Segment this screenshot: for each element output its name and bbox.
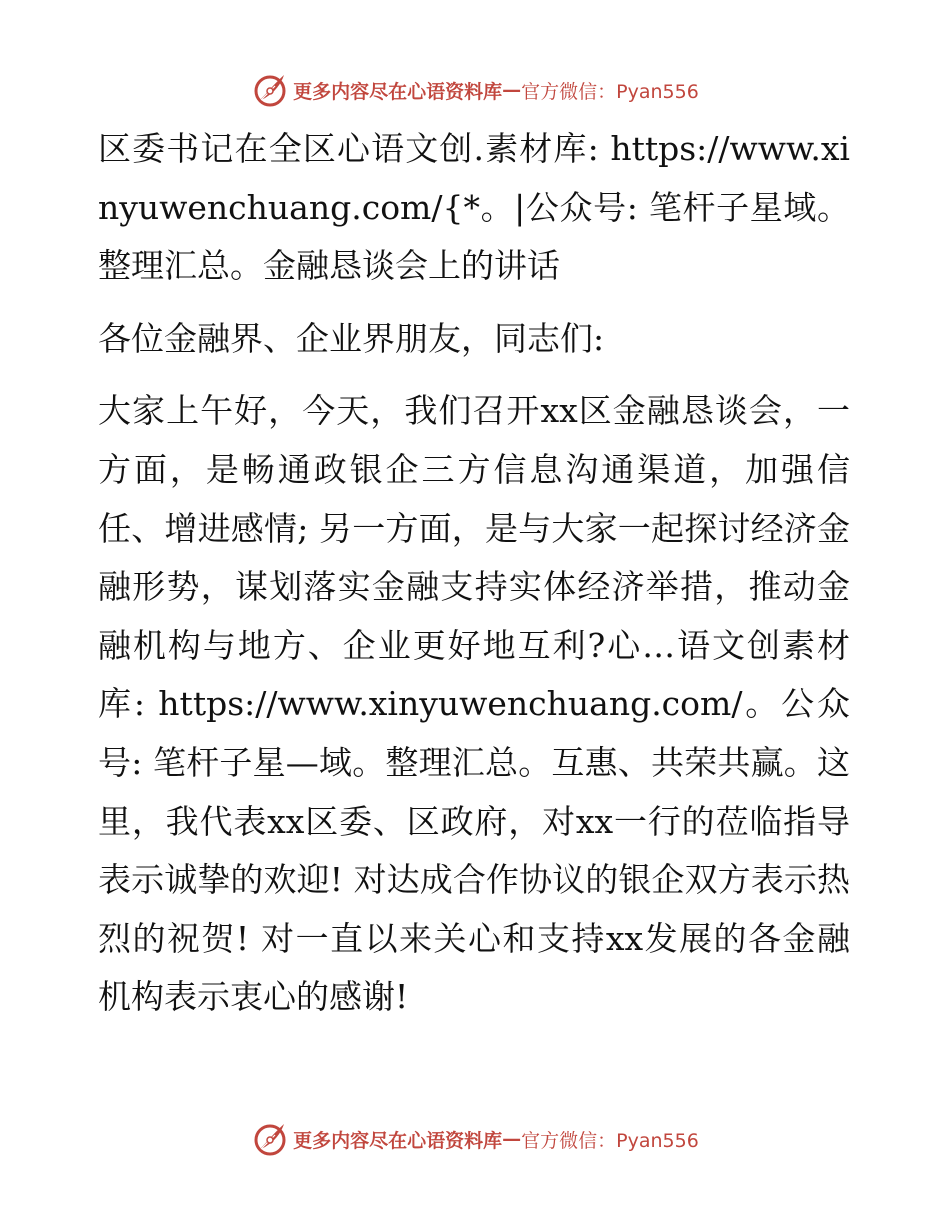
feather-pen-seal-icon (251, 1120, 289, 1158)
watermark-slogan: 更多内容尽在心语资料库 (293, 80, 503, 103)
feather-pen-seal-icon (251, 71, 289, 109)
footer-watermark (0, 1119, 950, 1159)
watermark-separator: — (502, 1128, 522, 1150)
watermark-separator: — (502, 79, 522, 101)
watermark-contact: 官方微信：Pyan556 (521, 1129, 699, 1152)
paragraph-body: 大家上午好，今天，我们召开xx区金融恳谈会，一方面，是畅通政银企三方信息沟通渠道，加强信任、增进感情; 另一方面，是与大家一起探讨经济金融形势，谋划落实金融支持实体经济举措，推动金融机构与地方、企业更好地互利?心…语文创素材库: https://www.xinyuwenchuang.com/。公众号: 笔杆子星—域。整理汇总。互惠、共荣共赢。这里，我代表xx区委、区政府，对xx一行的莅临指导表示诚挚的欢迎! 对达成合作协议的银企双方表示热烈的祝贺! 对一直以来关心和支持xx发展的各金融机构表示衷心的感谢! (98, 391, 850, 1017)
paragraph-salutation: 各位金融界、企业界朋友，同志们: (98, 318, 605, 358)
watermark-slogan: 更多内容尽在心语资料库 (293, 1129, 503, 1152)
header-watermark (0, 70, 950, 110)
document-body (98, 120, 850, 1041)
watermark-contact: 官方微信：Pyan556 (521, 80, 699, 103)
paragraph-title: 区委书记在全区心语文创.素材库: https://www.xinyuwenchuang.com/{*。|公众号: 笔杆子星域。整理汇总。金融恳谈会上的讲话 (98, 129, 850, 286)
